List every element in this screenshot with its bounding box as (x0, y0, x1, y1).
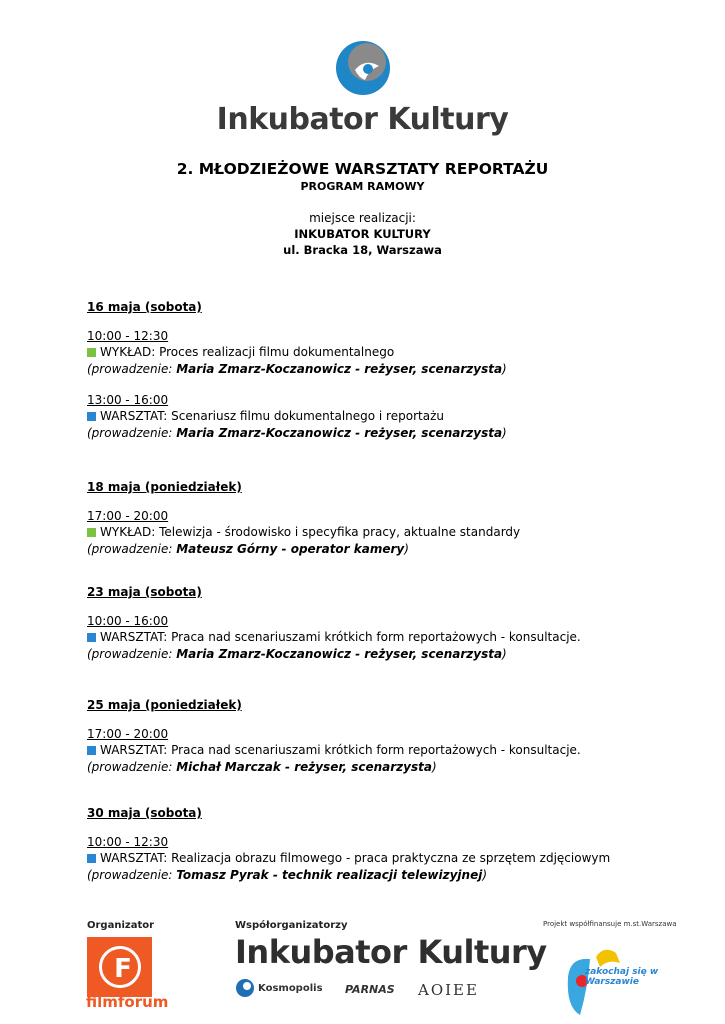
organizer-label: Organizator (87, 920, 155, 931)
coorganizer-logo: Inkubator Kultury (235, 933, 547, 971)
day-block (87, 585, 687, 663)
day-date: 16 maja (sobota) (87, 300, 202, 314)
day-block (87, 698, 687, 776)
parnas-logo: PARNAS (345, 983, 395, 996)
session (87, 726, 687, 776)
session (87, 834, 687, 884)
session (87, 392, 687, 442)
venue-address: ul. Bracka 18, Warszawa (283, 243, 442, 257)
lecture-square-icon (87, 528, 96, 537)
day-block (87, 806, 687, 884)
day-date: 23 maja (sobota) (87, 585, 202, 599)
day-block (87, 480, 687, 558)
top-logo (0, 40, 725, 137)
session-time: 17:00 - 20:00 (87, 509, 169, 523)
session-time: 10:00 - 12:30 (87, 329, 169, 343)
session-time: 10:00 - 16:00 (87, 614, 169, 628)
session-lead: (prowadzenie: Michał Marczak - reżyser, scenarzysta) (87, 760, 437, 774)
session-description: WARSZTAT: Praca nad scenariuszami krótkich form reportażowych - konsultacje. (87, 742, 687, 758)
session-description: WARSZTAT: Praca nad scenariuszami krótkich form reportażowych - konsultacje. (87, 629, 687, 645)
footer-sponsors (0, 915, 725, 1024)
page-subtitle: PROGRAM RAMOWY (300, 180, 425, 193)
workshop-square-icon (87, 412, 96, 421)
session (87, 613, 687, 663)
document-header (0, 160, 725, 257)
session-lead: (prowadzenie: Mateusz Górny - operator kamery) (87, 542, 409, 556)
logo-text: Inkubator Kultury (216, 102, 509, 137)
filmforum-logo-icon: F (87, 937, 152, 997)
venue-name: INKUBATOR KULTURY (294, 227, 431, 241)
session-lead: (prowadzenie: Tomasz Pyrak - technik realizacji telewizyjnej) (87, 868, 488, 882)
page-title: 2. MŁODZIEŻOWE WARSZTATY REPORTAŻU (176, 160, 549, 178)
session-lead: (prowadzenie: Maria Zmarz-Koczanowicz - reżyser, scenarzysta) (87, 362, 507, 376)
day-date: 30 maja (sobota) (87, 806, 202, 820)
organizer-name: filmforum (86, 993, 169, 1011)
workshop-square-icon (87, 746, 96, 755)
coorganizers-label: Współorganizatorzy (235, 920, 348, 931)
session-lead: (prowadzenie: Maria Zmarz-Koczanowicz - reżyser, scenarzysta) (87, 426, 507, 440)
session (87, 328, 687, 378)
zakochaj-logo: zakochaj się w Warszawie (585, 967, 659, 987)
kosmopolis-logo: Kosmopolis (258, 983, 323, 994)
lecture-square-icon (87, 348, 96, 357)
project-label: Projekt współfinansuje m.st.Warszawa (543, 920, 677, 928)
day-date: 25 maja (poniedziałek) (87, 698, 242, 712)
session-description: WARSZTAT: Realizacja obrazu filmowego - praca praktyczna ze sprzętem zdjęciowym (87, 850, 687, 866)
aoiee-logo: AOIEE (418, 981, 479, 999)
workshop-square-icon (87, 633, 96, 642)
inkubator-logo-icon (335, 40, 391, 96)
kosmopolis-logo-icon (235, 978, 255, 998)
session-description: WYKŁAD: Proces realizacji filmu dokumentalnego (87, 344, 687, 360)
day-block (87, 300, 687, 442)
session-time: 13:00 - 16:00 (87, 393, 169, 407)
session-description: WARSZTAT: Scenariusz filmu dokumentalnego i reportażu (87, 408, 687, 424)
session-time: 10:00 - 12:30 (87, 835, 169, 849)
day-date: 18 maja (poniedziałek) (87, 480, 242, 494)
venue-label: miejsce realizacji: (309, 211, 416, 225)
session-description: WYKŁAD: Telewizja - środowisko i specyfika pracy, aktualne standardy (87, 524, 687, 540)
session-time: 17:00 - 20:00 (87, 727, 169, 741)
workshop-square-icon (87, 854, 96, 863)
session (87, 508, 687, 558)
session-lead: (prowadzenie: Maria Zmarz-Koczanowicz - reżyser, scenarzysta) (87, 647, 507, 661)
